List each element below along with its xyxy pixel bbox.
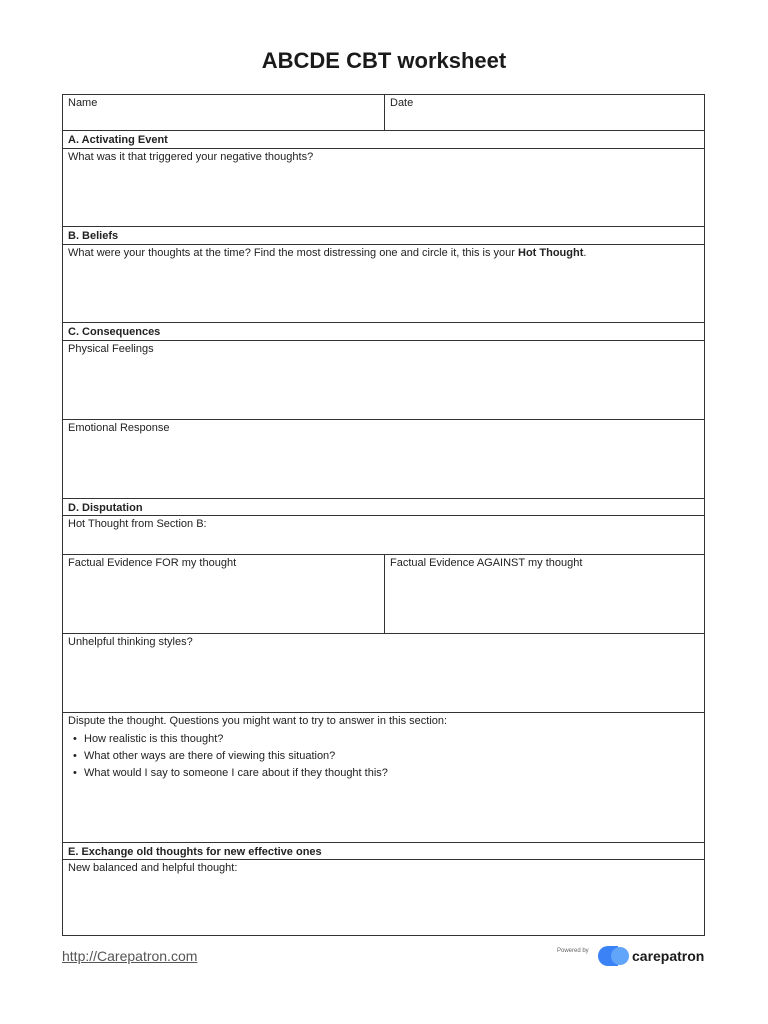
physical-feelings-field[interactable] [63,341,704,420]
unhelpful-thinking-label: Unhelpful thinking styles? [68,636,193,648]
beliefs-prompt-text: What were your thoughts at the time? Find the most distressing one and circle it, this is your [68,247,518,259]
section-a-header: A. Activating Event [68,134,168,146]
hot-thought-term: Hot Thought [518,247,584,259]
carepatron-brand-name: carepatron [632,948,705,964]
page-title: ABCDE CBT worksheet [261,48,507,73]
emotional-response-field[interactable] [63,420,704,499]
date-label: Date [390,97,414,109]
evidence-against-label: Factual Evidence AGAINST my thought [390,557,583,569]
emotional-response-label: Emotional Response [68,422,170,434]
section-a-header-row [63,131,704,149]
dispute-question-item: • What other ways are there of viewing this situation? [73,748,388,765]
section-b-header-row [63,227,704,245]
hot-thought-label: Hot Thought from Section B: [68,518,207,530]
new-thought-label: New balanced and helpful thought: [68,862,238,874]
dispute-question-item: • What would I say to someone I care about if they thought this? [73,765,388,782]
worksheet-table [62,94,705,936]
evidence-against-field[interactable] [385,555,704,633]
carepatron-logo-icon [598,945,630,967]
hot-thought-field[interactable] [63,516,704,555]
dispute-question-item: • How realistic is this thought? [73,731,388,748]
name-field[interactable] [63,95,385,130]
beliefs-prompt-end: . [583,247,587,259]
name-label: Name [68,97,98,109]
section-d-header: D. Disputation [68,502,143,514]
beliefs-field[interactable] [63,245,704,323]
dispute-questions [73,731,388,782]
section-d-header-row [63,499,704,516]
evidence-for-label: Factual Evidence FOR my thought [68,557,237,569]
unhelpful-thinking-field[interactable] [63,634,704,713]
dispute-field[interactable] [63,713,704,843]
evidence-for-field[interactable] [63,555,385,633]
evidence-row [63,555,704,634]
activating-event-field[interactable] [63,149,704,227]
name-date-row [63,95,704,131]
section-e-header: E. Exchange old thoughts for new effective ones [68,846,322,858]
date-field[interactable] [385,95,704,130]
powered-by-text: Powered by [557,948,589,954]
carepatron-link[interactable]: http://Carepatron.com [62,948,198,964]
dispute-prompt: Dispute the thought. Questions you might want to try to answer in this section: [68,715,448,727]
new-thought-field[interactable] [63,860,704,935]
physical-feelings-label: Physical Feelings [68,343,154,355]
section-c-header-row [63,323,704,341]
section-b-header: B. Beliefs [68,230,119,242]
section-e-header-row [63,843,704,860]
section-c-header: C. Consequences [68,326,161,338]
beliefs-prompt [68,247,586,259]
activating-event-prompt: What was it that triggered your negative thoughts? [68,151,314,163]
